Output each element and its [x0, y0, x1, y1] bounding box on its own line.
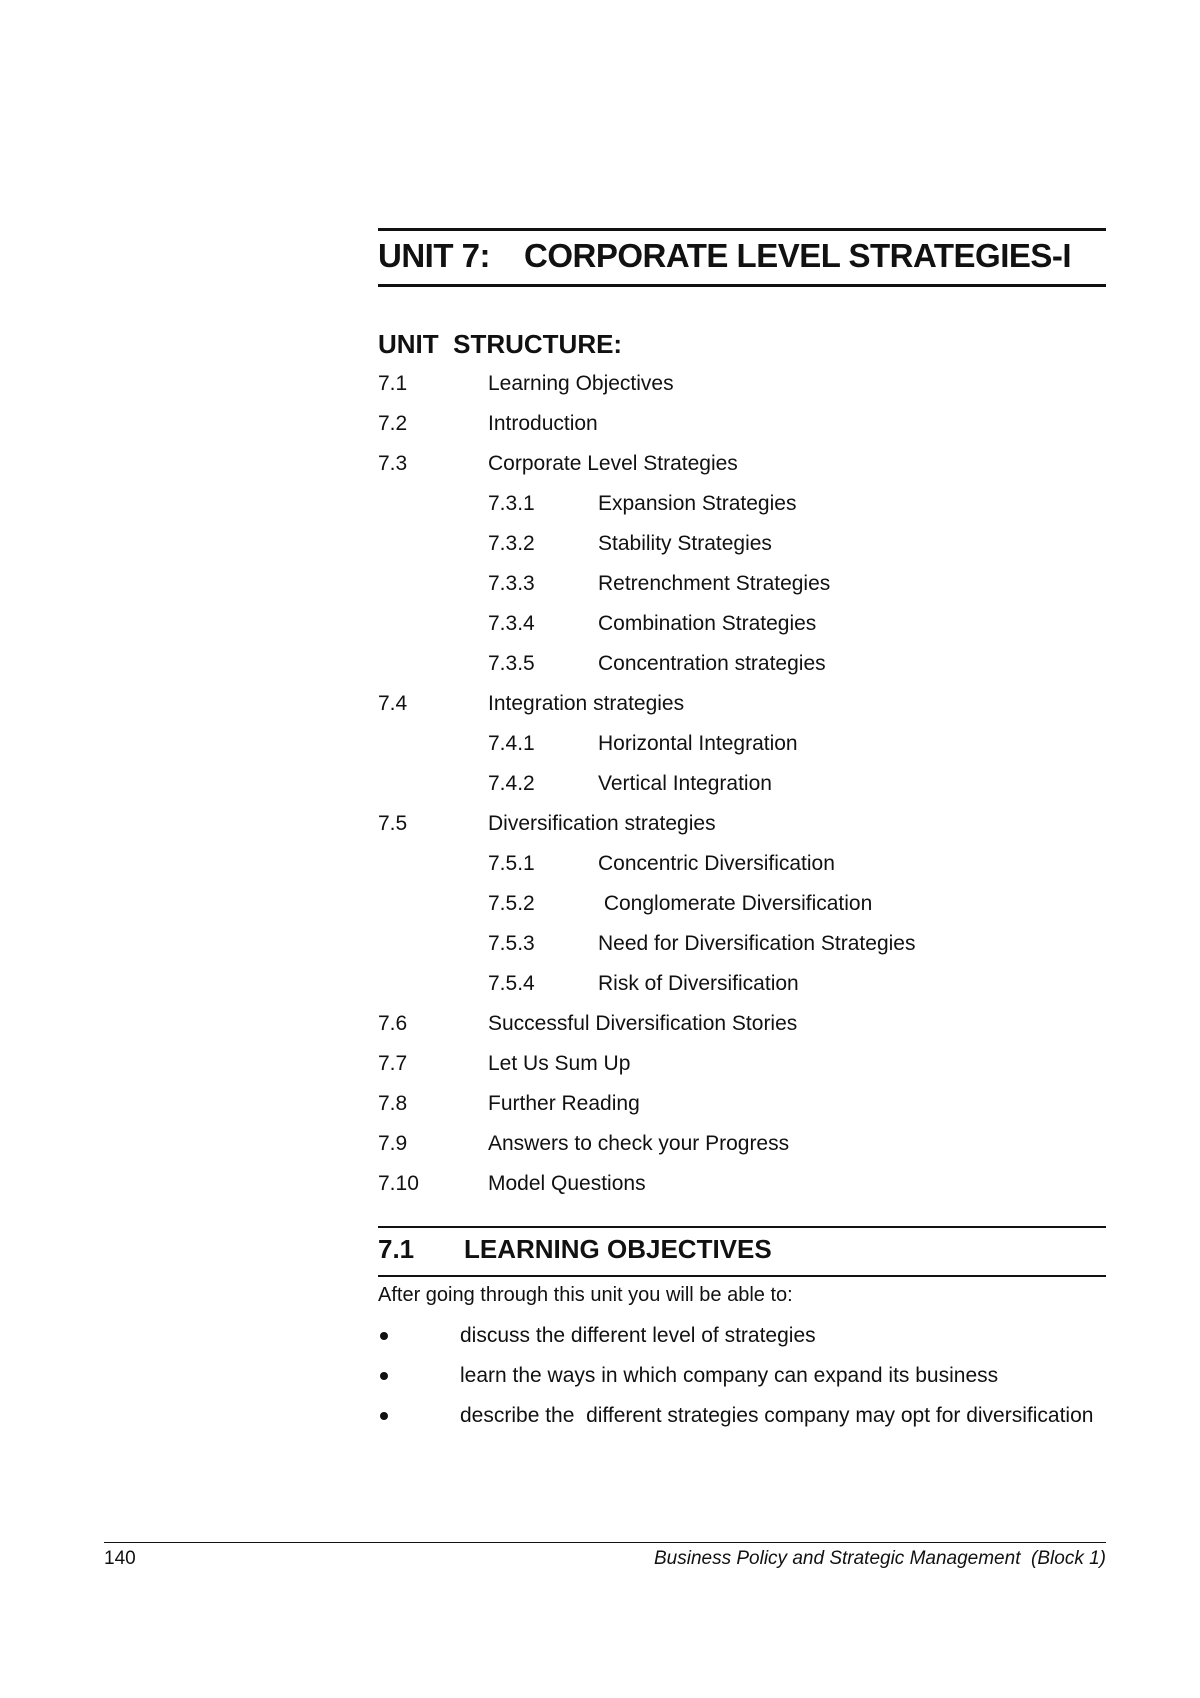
objective-text: discuss the different level of strategies	[460, 1324, 816, 1347]
unit-title-bottom-rule	[378, 284, 1106, 287]
unit-title-text: CORPORATE LEVEL STRATEGIES-I	[524, 237, 1072, 274]
toc-item-number: 7.5.3	[488, 932, 535, 955]
toc-item-label: Learning Objectives	[488, 372, 674, 395]
toc-item-label: Further Reading	[488, 1092, 640, 1115]
toc-item-number: 7.7	[378, 1052, 408, 1075]
section-heading	[378, 1234, 772, 1265]
bullet-icon	[380, 1332, 388, 1340]
toc-item-number: 7.3.3	[488, 572, 535, 595]
toc-item-label: Introduction	[488, 412, 598, 435]
toc-item	[378, 1010, 1106, 1050]
toc-item-number: 7.3.1	[488, 492, 535, 515]
toc-item-number: 7.3.5	[488, 652, 535, 675]
toc-item	[378, 410, 1106, 450]
toc-item	[378, 1130, 1106, 1170]
toc-item-label: Concentration strategies	[598, 652, 826, 675]
objective-text: describe the different strategies company may opt for diversification	[460, 1404, 1094, 1427]
toc-item	[378, 370, 1106, 410]
toc-item	[378, 690, 1106, 730]
toc-item-label: Diversification strategies	[488, 812, 716, 835]
toc-item	[378, 570, 1106, 610]
unit-number: UNIT 7:	[378, 237, 490, 274]
toc-item	[378, 770, 1106, 810]
toc-item-label: Combination Strategies	[598, 612, 817, 635]
page-number: 140	[104, 1548, 136, 1569]
toc-item-label: Expansion Strategies	[598, 492, 797, 515]
toc-item-number: 7.5.1	[488, 852, 535, 875]
toc-item	[378, 610, 1106, 650]
toc-item	[378, 850, 1106, 890]
toc-item-label: Corporate Level Strategies	[488, 452, 738, 475]
toc-item-number: 7.4.1	[488, 732, 535, 755]
toc-item-label: Concentric Diversification	[598, 852, 835, 875]
toc-item	[378, 530, 1106, 570]
objective-item	[378, 1402, 1106, 1442]
bullet-icon	[380, 1372, 388, 1380]
toc-item-number: 7.3.4	[488, 612, 535, 635]
toc-item-label: Answers to check your Progress	[488, 1132, 790, 1155]
toc-item	[378, 890, 1106, 930]
toc-item-label: Stability Strategies	[598, 532, 772, 555]
toc-item-label: Need for Diversification Strategies	[598, 932, 916, 955]
section-top-rule	[378, 1226, 1106, 1228]
toc-item-number: 7.3.2	[488, 532, 535, 555]
toc-item-number: 7.3	[378, 452, 408, 475]
toc-item-label: Conglomerate Diversification	[598, 892, 873, 915]
section-intro: After going through this unit you will be able to:	[378, 1284, 793, 1306]
unit-title	[378, 237, 1106, 275]
toc-item	[378, 1090, 1106, 1130]
toc-item-label: Integration strategies	[488, 692, 685, 715]
toc-item-number: 7.9	[378, 1132, 408, 1155]
toc-item-number: 7.4.2	[488, 772, 535, 795]
section-number: 7.1	[378, 1234, 415, 1264]
toc-item-number: 7.8	[378, 1092, 408, 1115]
unit-structure-heading: UNIT STRUCTURE:	[378, 329, 623, 359]
toc-item-number: 7.1	[378, 372, 408, 395]
book-title: Business Policy and Strategic Management (Block 1)	[654, 1548, 1106, 1569]
toc-item-label: Retrenchment Strategies	[598, 572, 831, 595]
toc-item-label: Risk of Diversification	[598, 972, 799, 995]
toc-item	[378, 490, 1106, 530]
section-bottom-rule	[378, 1275, 1106, 1277]
toc-item-number: 7.4	[378, 692, 408, 715]
toc-item-label: Vertical Integration	[598, 772, 772, 795]
unit-title-top-rule	[378, 228, 1106, 231]
objectives-list	[378, 1322, 1106, 1442]
toc-item	[378, 650, 1106, 690]
objective-text: learn the ways in which company can expand its business	[460, 1364, 999, 1387]
toc-item	[378, 970, 1106, 1010]
toc-item-number: 7.5.4	[488, 972, 535, 995]
toc-item	[378, 730, 1106, 770]
toc-item	[378, 450, 1106, 490]
objective-item	[378, 1322, 1106, 1362]
toc-item	[378, 1170, 1106, 1210]
toc-item-number: 7.6	[378, 1012, 408, 1035]
toc-item-label: Successful Diversification Stories	[488, 1012, 798, 1035]
toc-item-number: 7.10	[378, 1172, 419, 1195]
unit-structure-list	[378, 370, 1106, 1210]
toc-item-label: Let Us Sum Up	[488, 1052, 631, 1075]
toc-item	[378, 1050, 1106, 1090]
toc-item-number: 7.5	[378, 812, 408, 835]
footer-rule	[104, 1542, 1106, 1543]
objective-item	[378, 1362, 1106, 1402]
toc-item-number: 7.2	[378, 412, 408, 435]
toc-item	[378, 930, 1106, 970]
toc-item-label: Model Questions	[488, 1172, 646, 1195]
bullet-icon	[380, 1412, 388, 1420]
toc-item-number: 7.5.2	[488, 892, 535, 915]
section-title: LEARNING OBJECTIVES	[464, 1234, 772, 1264]
toc-item	[378, 810, 1106, 850]
toc-item-label: Horizontal Integration	[598, 732, 798, 755]
